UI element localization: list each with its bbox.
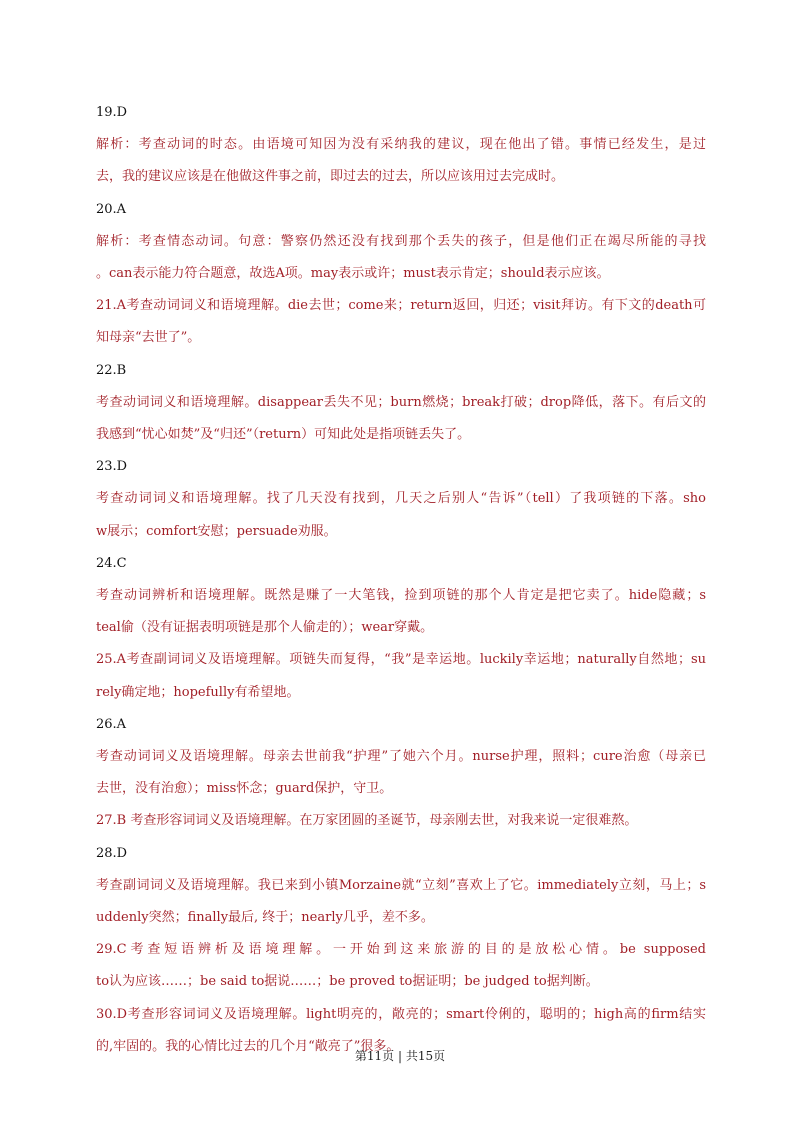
question-number: 26.A	[96, 717, 127, 732]
question-number: 20.A	[96, 202, 127, 217]
page-footer: 第11页 | 共15页	[354, 1049, 446, 1063]
explanation-line: 去，我的建议应该是在他做这件事之前，即过去的过去，所以应该用过去完成时。	[96, 169, 565, 184]
question-number: 22.B	[96, 363, 127, 378]
explanation-line: 解析：考查情态动词。句意：警察仍然还没有找到那个丢失的孩子，但是他们正在竭尽所能的寻找	[96, 234, 706, 249]
explanation-line: 考查动词词义和语境理解。disappear丢失不见；burn燃烧；break打破；drop降低，落下。有后文的	[96, 395, 706, 410]
explanation-line: 考查动词词义及语境理解。母亲去世前我“护理”了她六个月。nurse护理，照料；cure治愈（母亲已	[96, 749, 706, 764]
explanation-line: 27.B 考查形容词词义及语境理解。在万家团圆的圣诞节，母亲刚去世，对我来说一定很难熬。	[96, 813, 638, 828]
explanation-line: 25.A考查副词词义及语境理解。项链失而复得，“我”是幸运地。luckily幸运地；naturally自然地；su	[96, 652, 706, 667]
explanation-line: 我感到“忧心如焚”及“归还”（return）可知此处是指项链丢失了。	[96, 427, 471, 442]
question-number: 23.D	[96, 459, 128, 474]
explanation-line: 考查动词词义和语境理解。找了几天没有找到，几天之后别人“告诉”（tell）了我项链的下落。sho	[96, 491, 706, 506]
explanation-line: uddenly突然；finally最后, 终于；nearly几乎，差不多。	[96, 910, 434, 925]
explanation-line: 29.C考查短语辨析及语境理解。一开始到这来旅游的目的是放松心情。be supposed	[96, 942, 706, 957]
explanation-line: 的,牢固的。我的心情比过去的几个月“敞亮了”很多。	[96, 1039, 400, 1054]
explanation-line: 解析：考查动词的时态。由语境可知因为没有采纳我的建议，现在他出了错。事情已经发生，是过	[96, 137, 706, 152]
explanation-line: 知母亲“去世了”。	[96, 330, 201, 345]
explanation-line: 考查动词辨析和语境理解。既然是赚了一大笔钱，捡到项链的那个人肯定是把它卖了。hide隐藏；s	[96, 588, 706, 603]
explanation-line: 30.D考查形容词词义及语境理解。light明亮的，敞亮的；smart伶俐的，聪明的；high高的firm结实	[96, 1007, 706, 1022]
explanation-line: w展示；comfort安慰；persuade劝服。	[96, 524, 337, 539]
question-number: 28.D	[96, 846, 128, 861]
explanation-line: 21.A考查动词词义和语境理解。die去世；come来；return返回，归还；visit拜访。有下文的death可	[96, 298, 706, 313]
explanation-line: to认为应该……；be said to据说……；be proved to据证明；be judged to据判断。	[96, 974, 599, 989]
explanation-line: teal偷（没有证据表明项链是那个人偷走的）；wear穿戴。	[96, 620, 434, 635]
explanation-line: 考查副词词义及语境理解。我已来到小镇Morzaine就“立刻”喜欢上了它。immediately立刻，马上；s	[96, 878, 706, 893]
question-number: 19.D	[96, 105, 128, 120]
question-number: 24.C	[96, 556, 127, 571]
explanation-line: 去世，没有治愈）；miss怀念；guard保护，守卫。	[96, 781, 393, 796]
explanation-line: rely确定地；hopefully有希望地。	[96, 685, 300, 700]
explanation-line: 。can表示能力符合题意，故选A项。may表示或许；must表示肯定；should表示应该。	[96, 266, 610, 281]
